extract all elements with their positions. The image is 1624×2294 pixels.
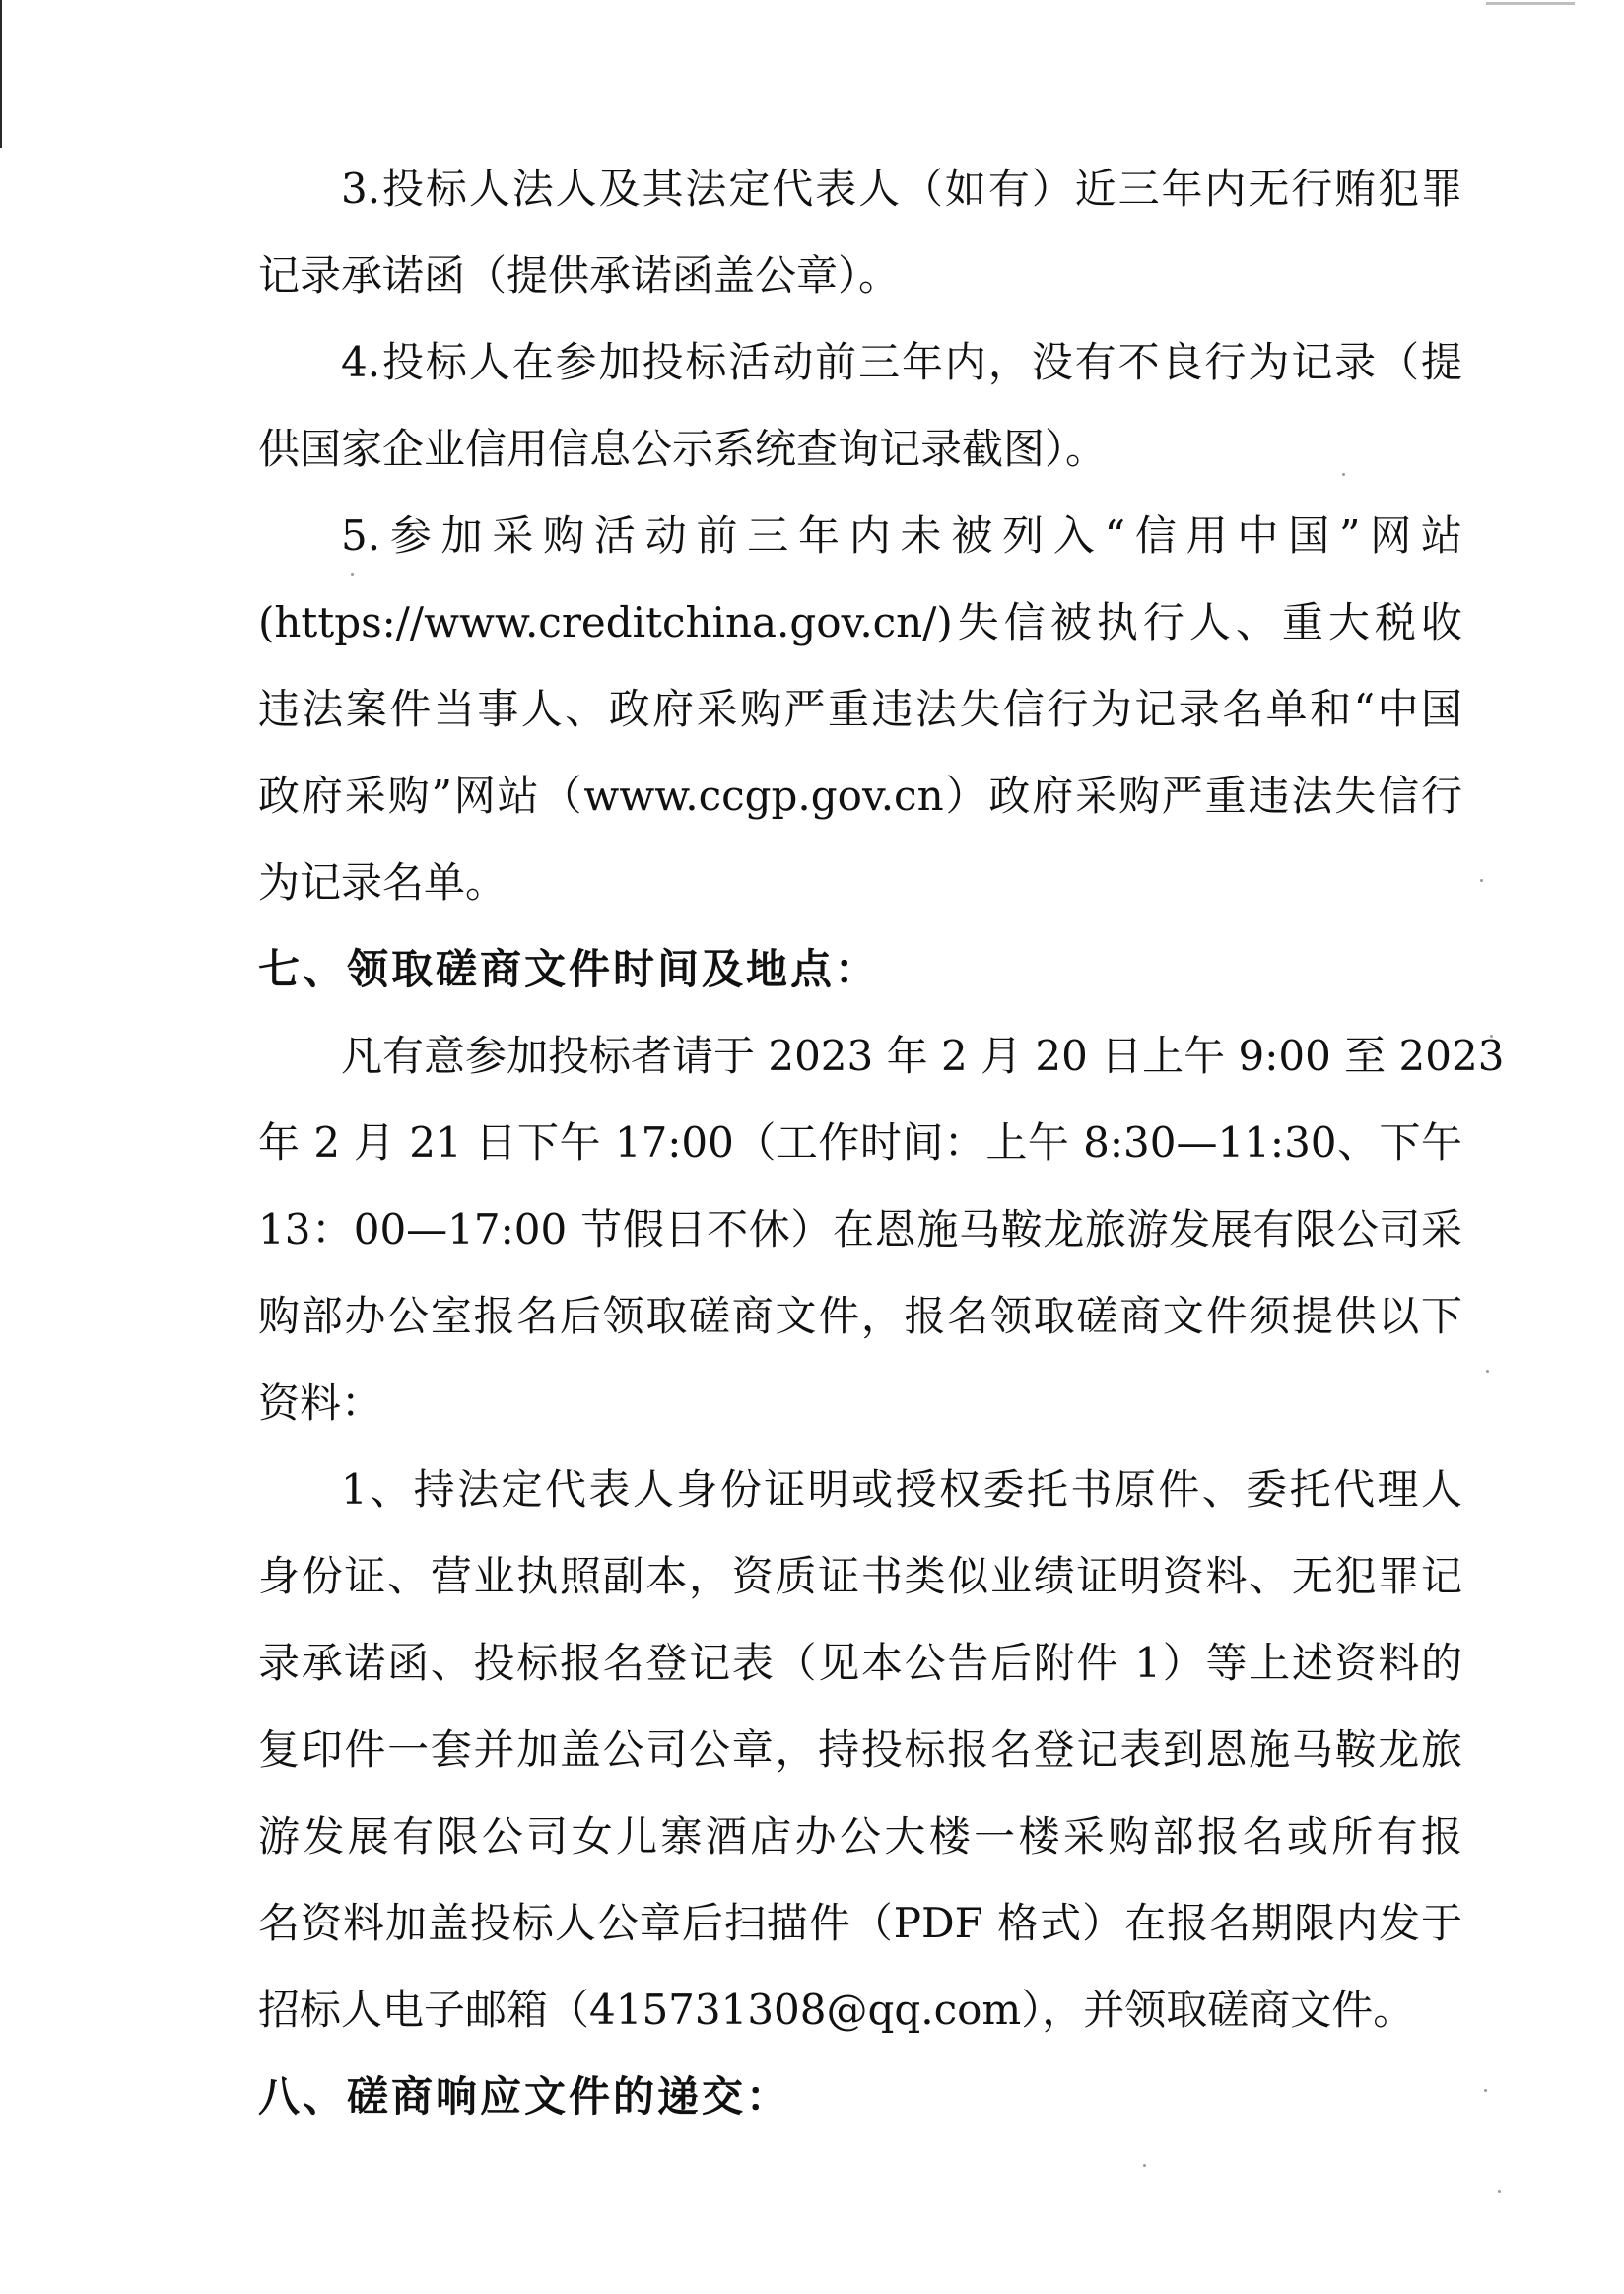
- paragraph-line: 记录承诺函（提供承诺函盖公章）。: [258, 251, 901, 300]
- scan-speck: [1484, 2089, 1487, 2092]
- paragraph-line: 资料：: [258, 1379, 383, 1427]
- paragraph-line: 凡有意参加投标者请于 2023 年 2 月 20 日上午 9:00 至 2023: [341, 1032, 1505, 1080]
- scan-speck: [1480, 879, 1483, 882]
- paragraph-line: 13：00—17:00 节假日不休）在恩施马鞍龙旅游发展有限公司采: [258, 1205, 1462, 1253]
- document-body: [258, 146, 1505, 2140]
- paragraph-line: 名资料加盖投标人公章后扫描件（PDF 格式）在报名期限内发于: [258, 1899, 1462, 1947]
- paragraph-line: 政府采购”网站（www.ccgp.gov.cn）政府采购严重违法失信行: [258, 772, 1462, 820]
- scan-speck: [1498, 2190, 1501, 2193]
- paragraph-line: 购部办公室报名后领取磋商文件，报名领取磋商文件须提供以下: [258, 1292, 1462, 1340]
- scan-edge-line: [0, 0, 2, 148]
- email-line: 招标人电子邮箱（415731308@qq.com），并领取磋商文件。: [258, 1986, 1415, 2034]
- section-heading: 八、磋商响应文件的递交：: [258, 2072, 791, 2121]
- paragraph-line: 为记录名单。: [258, 858, 508, 907]
- scan-speck: [1486, 1370, 1489, 1373]
- paragraph-line: 1、持法定代表人身份证明或授权委托书原件、委托代理人: [341, 1465, 1462, 1514]
- paragraph-line: 3.投标人法人及其法定代表人（如有）近三年内无行贿犯罪: [341, 165, 1462, 213]
- section-heading: 七、领取磋商文件时间及地点：: [258, 945, 880, 993]
- paragraph-line: 4.投标人在参加投标活动前三年内，没有不良行为记录（提: [341, 338, 1462, 386]
- scan-top-mark: [1486, 2, 1575, 5]
- paragraph-line: 5.参加采购活动前三年内未被列入“信用中国”网站: [341, 511, 1462, 560]
- paragraph-line: 身份证、营业执照副本，资质证书类似业绩证明资料、无犯罪记: [258, 1552, 1462, 1600]
- paragraph-line: 游发展有限公司女儿寨酒店办公大楼一楼采购部报名或所有报: [258, 1812, 1462, 1860]
- paragraph-line: 年 2 月 21 日下午 17:00（工作时间：上午 8:30—11:30、下午: [258, 1118, 1462, 1167]
- paragraph-line: (https://www.creditchina.gov.cn/)失信被执行人、重大税收: [258, 598, 1462, 646]
- paragraph-line: 违法案件当事人、政府采购严重违法失信行为记录名单和“中国: [258, 685, 1462, 733]
- paragraph-line: 供国家企业信用信息公示系统查询记录截图）。: [258, 425, 1108, 473]
- paragraph-line: 复印件一套并加盖公司公章，持投标报名登记表到恩施马鞍龙旅: [258, 1725, 1462, 1774]
- paragraph-line: 录承诺函、投标报名登记表（见本公告后附件 1）等上述资料的: [258, 1639, 1462, 1687]
- scan-speck: [1143, 2164, 1146, 2167]
